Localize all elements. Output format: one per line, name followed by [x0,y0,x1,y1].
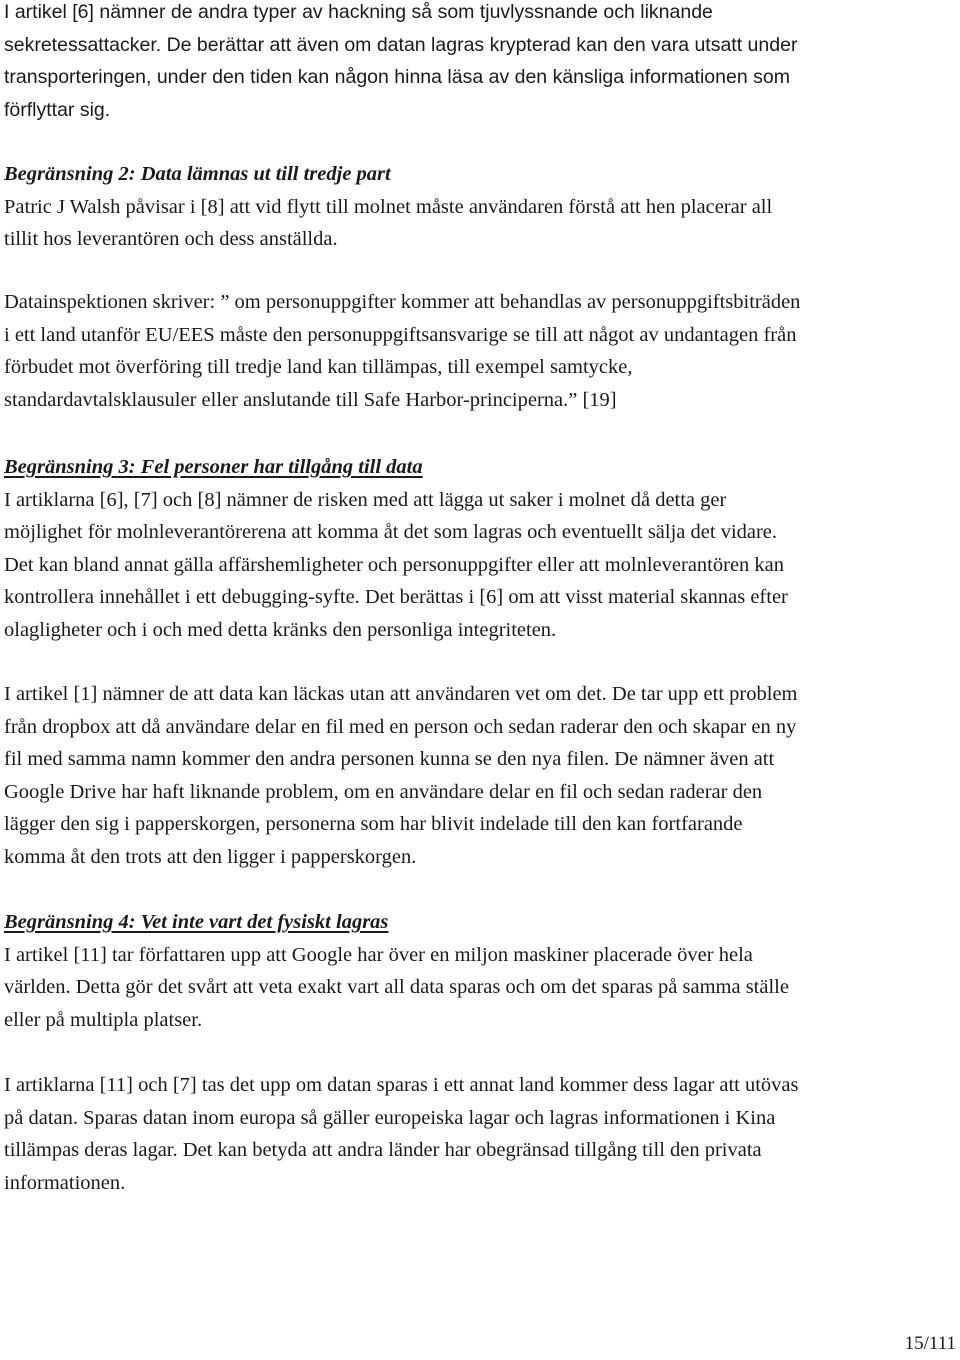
text-line: informationen. [4,1171,126,1194]
paragraph-intro [4,0,956,126]
paragraph-datainspektionen-quote [4,286,956,416]
text-line: sekretessattacker. De berättar att även om datan lagras krypterad kan den vara utsatt under [4,33,798,56]
text-line: I artikel [1] nämner de att data kan läckas utan att användaren vet om det. De tar upp ett problem [4,683,798,705]
page-number: 15/111 [904,1333,956,1354]
text-line: möjlighet för molnleverantörerena att komma åt det som lagras och eventuellt sälja det vidare. [4,521,778,544]
text-line: Datainspektionen skriver: ” om personuppgifter kommer att behandlas av personuppgiftsbiträden [4,291,801,313]
text-line: Google Drive har haft liknande problem, om en användare delar en fil och sedan raderar den [4,780,763,803]
text-line: komma åt den trots att den ligger i papperskorgen. [4,845,417,868]
section-heading: Begränsning 3: Fel personer har tillgång till data [4,456,423,478]
section-heading: Begränsning 4: Vet inte vart det fysiskt lagras [4,911,389,933]
text-line: tillit hos leverantören och dess anställda. [4,228,338,251]
text-line: Patric J Walsh påvisar i [8] att vid flytt till molnet måste användaren förstå att hen placerar all [4,195,773,218]
text-line: I artikel [11] tar författaren upp att Google har över en miljon maskiner placerade över hela [4,943,753,966]
text-line: på datan. Sparas datan inom europa så gäller europeiska lagar och lagras informationen i Kina [4,1106,776,1129]
section-limitation-2 [4,158,956,256]
text-line: tillämpas deras lagar. Det kan betyda att andra länder har obegränsad tillgång till den privata [4,1139,762,1162]
text-line: i ett land utanför EU/EES måste den personuppgiftsansvarige se till att något av undantagen från [4,323,797,346]
text-line: kontrollera innehållet i ett debugging-syfte. Det berättas i [6] om att visst material skannas efter [4,586,788,609]
text-line: lägger den sig i papperskorgen, personerna som har blivit indelade till den kan fortfarande [4,813,743,836]
section-limitation-3 [4,451,956,647]
text-line: transporteringen, under den tiden kan någon hinna läsa av den känsliga informationen som [4,66,790,89]
paragraph-laws [4,1069,956,1199]
text-line: eller på multipla platser. [4,1008,203,1031]
section-heading: Begränsning 2: Data lämnas ut till tredje part [4,163,391,185]
text-line: förbudet mot överföring till tredje land kan tillämpas, till exempel samtycke, [4,356,633,379]
text-line: från dropbox att då användare delar en fil med en person och sedan raderar den och skapar en ny [4,715,797,738]
section-limitation-4 [4,906,956,1036]
paragraph-dropbox [4,678,956,874]
text-line: världen. Detta gör det svårt att veta exakt vart all data sparas och om det sparas på samma ställe [4,976,789,999]
text-line: förflyttar sig. [4,98,111,121]
text-line: I artiklarna [6], [7] och [8] nämner de risken med att lägga ut saker i molnet då detta ger [4,488,727,511]
text-line: standardavtalsklausuler eller anslutande till Safe Harbor-principerna.” [19] [4,388,617,411]
text-line: I artikel [6] nämner de andra typer av hackning så som tjuvlyssnande och liknande [4,1,713,23]
text-line: Det kan bland annat gälla affärshemligheter och personuppgifter eller att molnleverantören kan [4,553,785,576]
text-line: I artiklarna [11] och [7] tas det upp om datan sparas i ett annat land kommer dess lagar att utövas [4,1074,799,1096]
text-line: fil med samma namn kommer den andra personen kunna se den nya filen. De nämner även att [4,748,775,771]
text-line: olagligheter och i och med detta kränks den personliga integriteten. [4,618,557,641]
